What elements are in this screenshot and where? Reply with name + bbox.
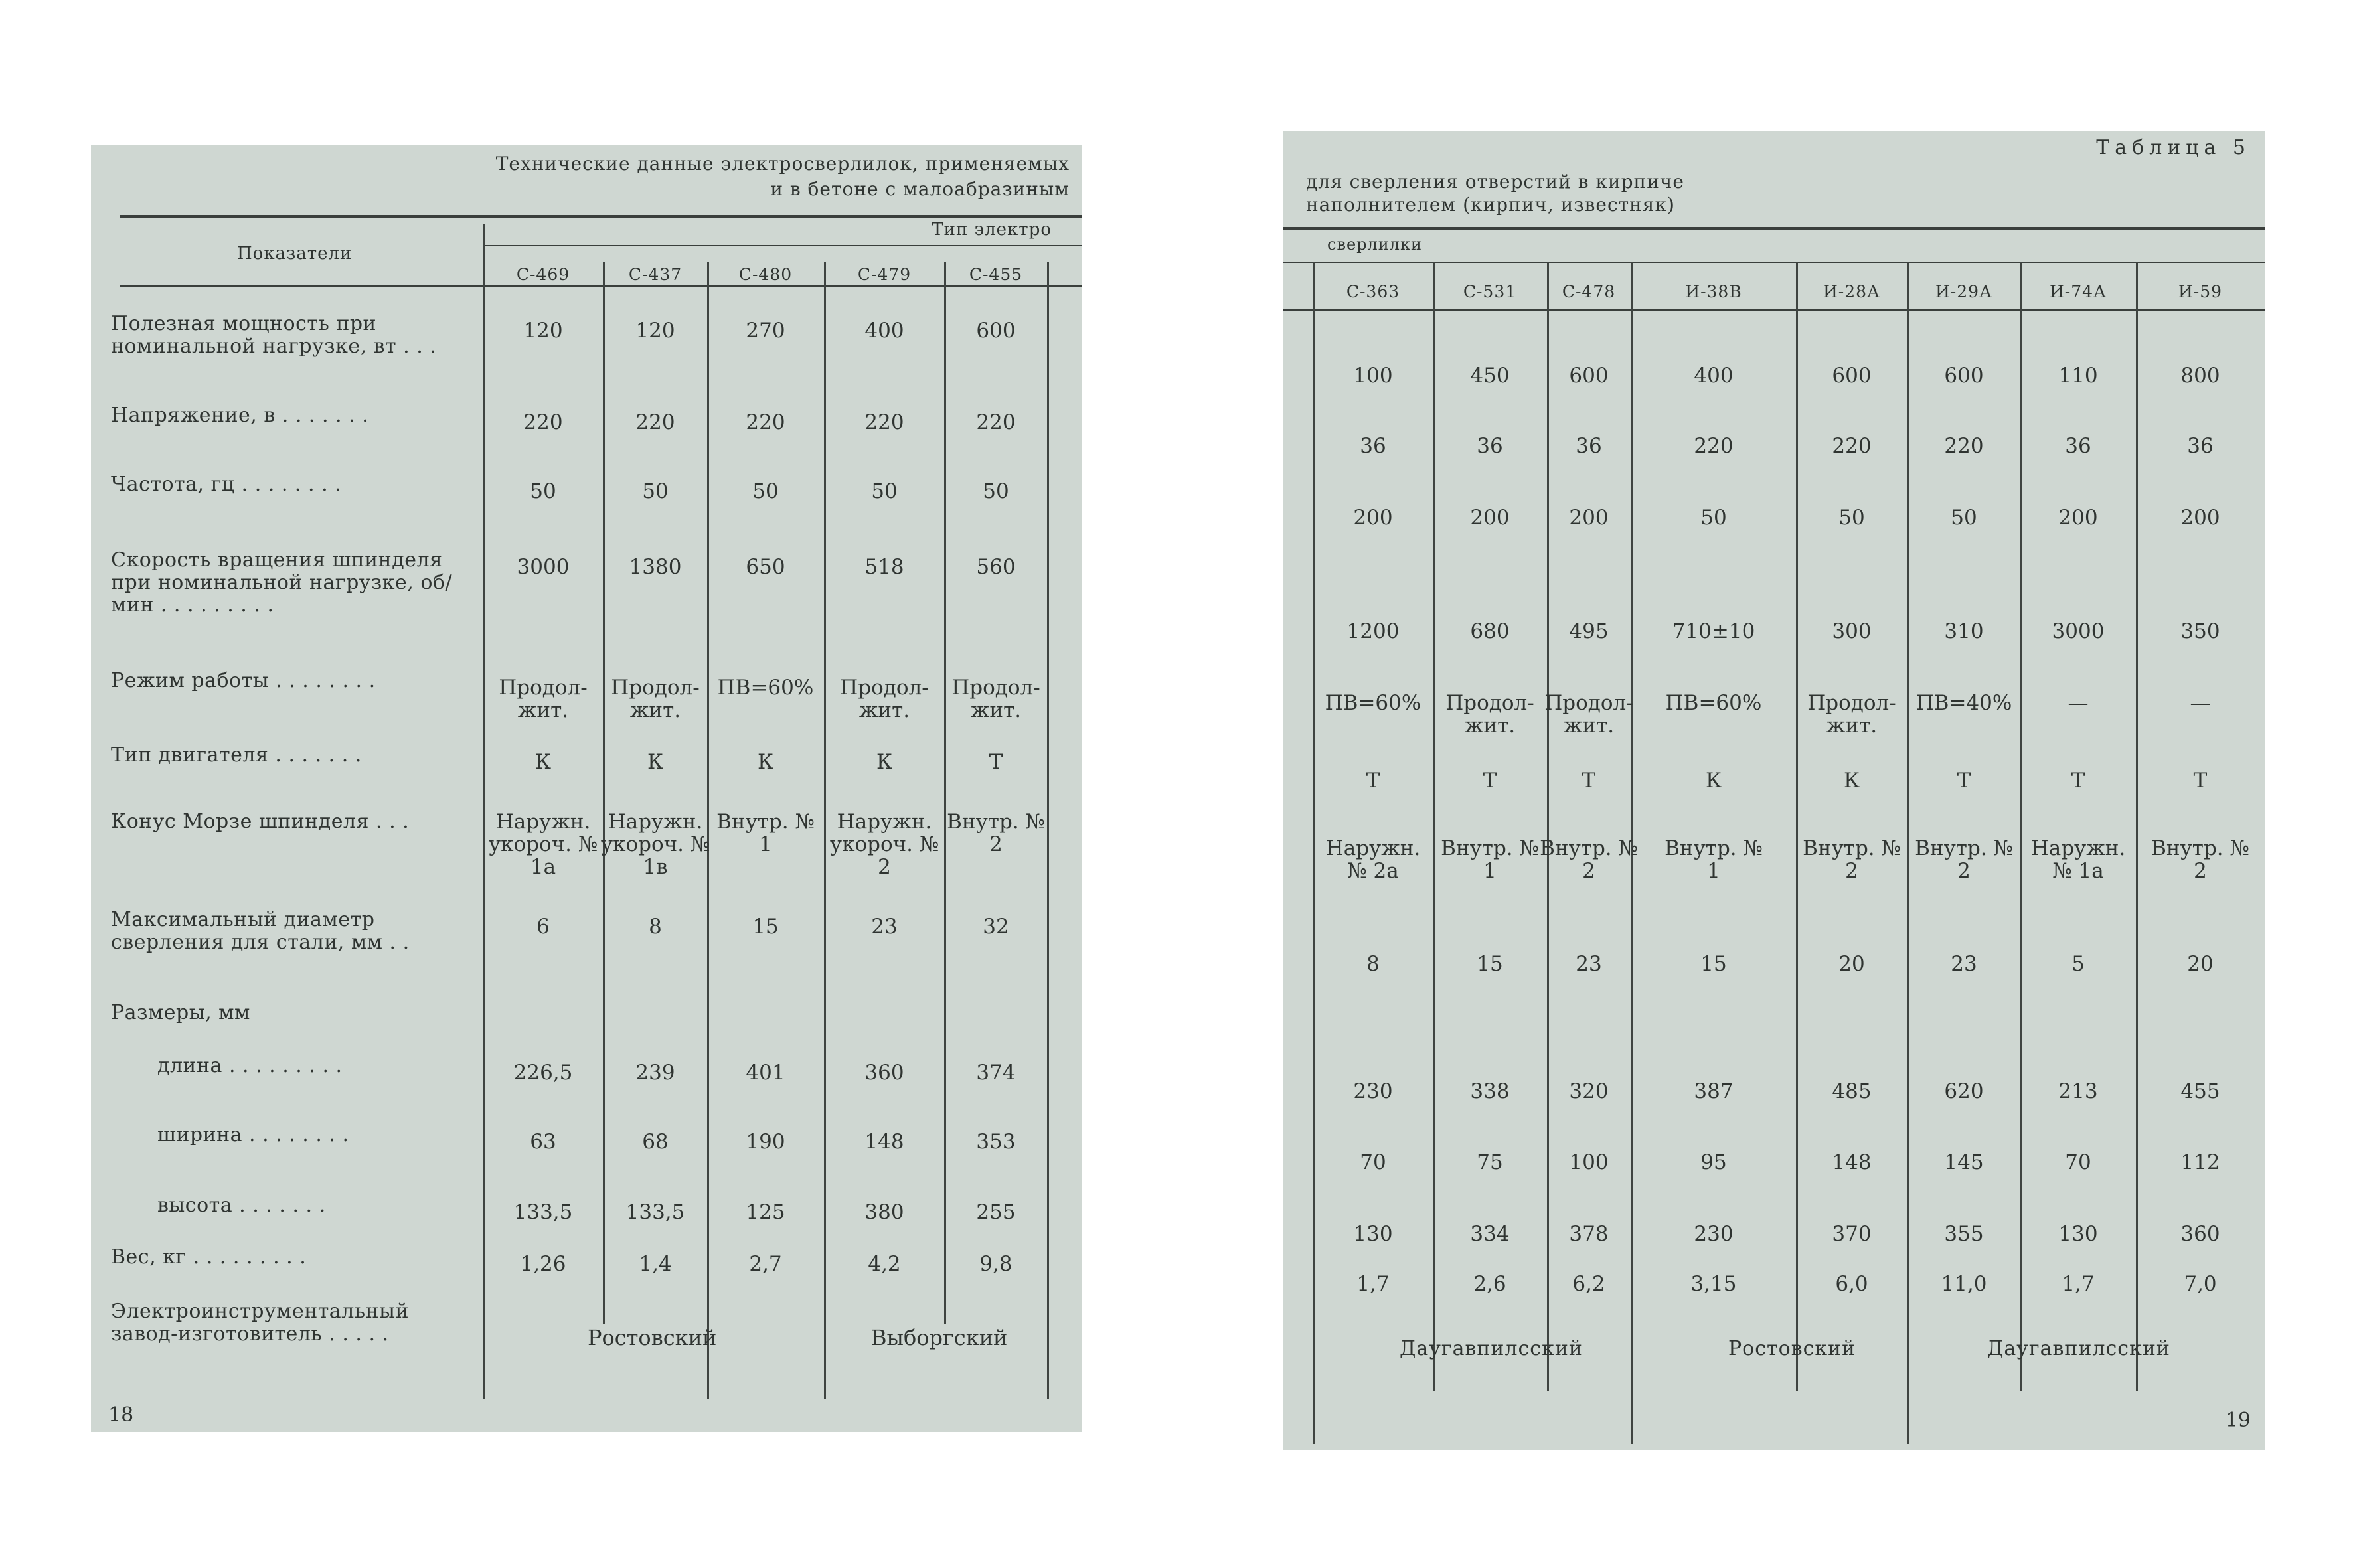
column-divider: [1313, 262, 1315, 1444]
header-bottom-rule: [120, 285, 1082, 287]
table-cell: Продол-жит.: [1807, 691, 1896, 738]
column-header: С-479: [857, 265, 912, 284]
table-cell: 20: [2187, 952, 2214, 976]
table-cell: 600: [1569, 364, 1609, 388]
type-header: сверлилки: [1327, 235, 1423, 254]
table-cell: 110: [2058, 364, 2098, 388]
table-cell: Т: [2071, 769, 2085, 793]
column-header: И-59: [2178, 282, 2223, 301]
table-cell: 518: [864, 555, 904, 579]
table-cell: 36: [1360, 434, 1386, 458]
table-cell: Продол-жит.: [840, 676, 929, 722]
left-page: [91, 145, 1082, 1432]
table-cell: 23: [1576, 952, 1602, 976]
table-cell: К: [758, 750, 773, 774]
manufacturer-daugavpils-2: Даугавпилсский: [1987, 1337, 2170, 1360]
table-cell: 36: [1477, 434, 1503, 458]
table-cell: 378: [1569, 1222, 1609, 1246]
table-cell: 220: [635, 410, 675, 434]
table-cell: 36: [1576, 434, 1602, 458]
table-cell: 1380: [629, 555, 682, 579]
type-header-rule: [1283, 262, 2265, 263]
table-cell: ПВ=60%: [717, 676, 814, 700]
row-label: ширина . . . . . . . .: [157, 1123, 349, 1146]
table-cell: 680: [1470, 619, 1510, 643]
table-cell: 36: [2065, 434, 2091, 458]
table-cell: 145: [1944, 1150, 1984, 1174]
table-cell: 374: [976, 1061, 1016, 1085]
table-cell: 230: [1353, 1079, 1393, 1103]
table-cell: Продол-жит.: [1445, 691, 1534, 738]
page-number: 18: [108, 1403, 134, 1427]
table-cell: 4,2: [868, 1252, 901, 1276]
table-cell: 270: [746, 319, 785, 343]
table-cell: Внутр. № 2: [2151, 836, 2249, 883]
table-cell: 560: [976, 555, 1016, 579]
table-cell: 23: [1951, 952, 1977, 976]
table-cell: Наружн. № 1а: [2030, 836, 2126, 883]
table-cell: 75: [1477, 1150, 1503, 1174]
table-cell: 220: [1944, 434, 1984, 458]
table-cell: 334: [1470, 1222, 1510, 1246]
table-cell: 130: [1353, 1222, 1393, 1246]
table-cell: 1,4: [639, 1252, 672, 1276]
table-cell: Наружн. укороч. № 1в: [600, 810, 710, 879]
table-cell: 400: [1694, 364, 1734, 388]
column-header: И-29А: [1935, 282, 1992, 301]
table-cell: 2,6: [1473, 1272, 1506, 1296]
table-cell: 125: [746, 1200, 785, 1224]
table-cell: К: [535, 750, 551, 774]
table-title-line-1: Технические данные электросверлилок, применяемых: [495, 153, 1070, 175]
table-cell: 8: [649, 915, 662, 939]
table-cell: 50: [752, 479, 779, 503]
table-cell: ПВ=60%: [1325, 691, 1421, 715]
header-bottom-rule: [1283, 309, 2265, 311]
column-header: С-469: [516, 265, 570, 284]
table-cell: 50: [1951, 506, 1977, 530]
table-cell: К: [876, 750, 892, 774]
table-cell: 50: [1838, 506, 1865, 530]
top-rule: [120, 215, 1082, 218]
table-cell: 15: [1700, 952, 1727, 976]
table-cell: 6,2: [1572, 1272, 1605, 1296]
table-cell: 338: [1470, 1079, 1510, 1103]
table-cell: 360: [2180, 1222, 2220, 1246]
table-cell: 220: [746, 410, 785, 434]
column-header: С-480: [738, 265, 793, 284]
table-cell: 455: [2180, 1079, 2220, 1103]
table-cell: 401: [746, 1061, 785, 1085]
table-cell: 1,26: [520, 1252, 566, 1276]
table-cell: 5: [2071, 952, 2085, 976]
table-cell: Т: [2193, 769, 2208, 793]
table-cell: 450: [1470, 364, 1510, 388]
row-label: Размеры, мм: [111, 1001, 250, 1024]
column-header: С-363: [1346, 282, 1400, 301]
manufacturer-rostov: Ростовский: [588, 1325, 717, 1350]
table-cell: Продол-жит.: [499, 676, 588, 722]
row-label: длина . . . . . . . . .: [157, 1054, 343, 1077]
table-cell: 200: [1470, 506, 1510, 530]
table-cell: 15: [1477, 952, 1503, 976]
table-cell: 3000: [517, 555, 570, 579]
table-cell: 230: [1694, 1222, 1734, 1246]
table-cell: 50: [530, 479, 556, 503]
table-cell: Внутр. № 2: [947, 810, 1045, 856]
column-header: С-531: [1463, 282, 1517, 301]
column-divider: [1547, 262, 1549, 1391]
table-number-label: Таблица 5: [2096, 136, 2251, 159]
column-divider: [1433, 262, 1435, 1391]
table-cell: 220: [864, 410, 904, 434]
table-cell: 350: [2180, 619, 2220, 643]
table-cell: 200: [2180, 506, 2220, 530]
table-title-line-2: и в бетоне с малоабразиным: [770, 178, 1070, 200]
manufacturer-vyborg: Выборгский: [871, 1325, 1008, 1350]
column-header: С-478: [1562, 282, 1616, 301]
table-cell: 495: [1569, 619, 1609, 643]
table-cell: 710±10: [1672, 619, 1755, 643]
table-title-line-2: наполнителем (кирпич, известняк): [1306, 194, 1675, 216]
table-title-line-1: для сверления отверстий в кирпиче: [1306, 171, 1684, 193]
table-cell: 220: [523, 410, 563, 434]
row-label: Частота, гц . . . . . . . .: [111, 473, 342, 496]
table-cell: Продол-жит.: [1544, 691, 1633, 738]
table-cell: —: [2068, 691, 2089, 715]
table-cell: 15: [752, 915, 779, 939]
table-cell: 120: [635, 319, 675, 343]
table-cell: 320: [1569, 1079, 1609, 1103]
table-cell: 50: [983, 479, 1009, 503]
table-cell: Внутр. № 1: [716, 810, 815, 856]
table-cell: 600: [1832, 364, 1872, 388]
top-rule: [1283, 227, 2265, 230]
table-cell: Внутр. № 1: [1441, 836, 1539, 883]
table-cell: 70: [2065, 1150, 2091, 1174]
column-header: И-28А: [1823, 282, 1880, 301]
table-cell: 600: [976, 319, 1016, 343]
table-cell: 36: [2187, 434, 2214, 458]
table-cell: Наружн. укороч. № 2: [829, 810, 939, 879]
table-cell: К: [1844, 769, 1860, 793]
table-cell: 1,7: [2062, 1272, 2095, 1296]
table-cell: 11,0: [1941, 1272, 1987, 1296]
row-label: Напряжение, в . . . . . . .: [111, 404, 369, 427]
row-label: Скорость вращения шпинделя при номинальной нагрузке, об/мин . . . . . . . . .: [111, 548, 453, 617]
page-number: 19: [2225, 1409, 2251, 1432]
table-cell: —: [2190, 691, 2211, 715]
table-cell: 133,5: [625, 1200, 685, 1224]
table-cell: Наружн. № 2а: [1325, 836, 1421, 883]
table-cell: ПВ=60%: [1665, 691, 1762, 715]
header-label: Показатели: [237, 244, 353, 264]
table-cell: 3000: [2052, 619, 2105, 643]
table-cell: 50: [642, 479, 669, 503]
table-cell: 380: [864, 1200, 904, 1224]
table-cell: 32: [983, 915, 1009, 939]
table-cell: 63: [530, 1130, 556, 1154]
table-cell: 220: [1694, 434, 1734, 458]
table-cell: 50: [1700, 506, 1727, 530]
table-cell: Продол-жит.: [951, 676, 1040, 722]
table-cell: Продол-жит.: [611, 676, 700, 722]
table-cell: 50: [871, 479, 898, 503]
column-divider: [2136, 262, 2138, 1391]
table-cell: 133,5: [513, 1200, 573, 1224]
table-cell: 200: [1569, 506, 1609, 530]
table-cell: 6,0: [1835, 1272, 1868, 1296]
table-cell: 130: [2058, 1222, 2098, 1246]
table-cell: 95: [1700, 1150, 1727, 1174]
table-cell: 7,0: [2184, 1272, 2217, 1296]
table-cell: Т: [1582, 769, 1596, 793]
row-label: Режим работы . . . . . . . .: [111, 669, 376, 692]
table-cell: Внутр. № 1: [1664, 836, 1763, 883]
table-cell: 70: [1360, 1150, 1386, 1174]
table-cell: Внутр. № 2: [1915, 836, 2013, 883]
table-cell: 120: [523, 319, 563, 343]
table-cell: 353: [976, 1130, 1016, 1154]
row-label: Конус Морзе шпинделя . . .: [111, 810, 410, 833]
table-cell: 6: [536, 915, 550, 939]
column-header: С-455: [969, 265, 1023, 284]
table-cell: 148: [864, 1130, 904, 1154]
table-cell: 8: [1366, 952, 1380, 976]
table-cell: Внутр. № 2: [1540, 836, 1638, 883]
table-cell: 220: [1832, 434, 1872, 458]
table-cell: 387: [1694, 1079, 1734, 1103]
column-divider: [2020, 262, 2022, 1391]
table-cell: 112: [2180, 1150, 2220, 1174]
table-cell: Т: [1366, 769, 1380, 793]
table-cell: Т: [1957, 769, 1971, 793]
table-cell: Наружн. укороч. № 1а: [488, 810, 598, 879]
table-cell: 800: [2180, 364, 2220, 388]
table-cell: 2,7: [749, 1252, 782, 1276]
table-cell: 226,5: [513, 1061, 573, 1085]
table-cell: Т: [989, 750, 1003, 774]
table-cell: 200: [1353, 506, 1393, 530]
table-cell: Внутр. № 2: [1803, 836, 1901, 883]
table-cell: 485: [1832, 1079, 1872, 1103]
table-cell: 310: [1944, 619, 1984, 643]
manufacturer-daugavpils-1: Даугавпилсский: [1400, 1337, 1583, 1360]
table-cell: 23: [871, 915, 898, 939]
table-cell: 220: [976, 410, 1016, 434]
column-divider: [1796, 262, 1798, 1391]
row-label: Полезная мощность при номинальной нагрузке, вт . . .: [111, 312, 437, 358]
table-cell: 400: [864, 319, 904, 343]
table-cell: 68: [642, 1130, 669, 1154]
right-page: [1283, 131, 2265, 1450]
table-cell: 239: [635, 1061, 675, 1085]
manufacturer-rostov: Ростовский: [1728, 1337, 1856, 1360]
table-cell: 190: [746, 1130, 785, 1154]
type-header-rule: [484, 245, 1082, 246]
table-cell: 9,8: [979, 1252, 1013, 1276]
column-header: И-38В: [1685, 282, 1742, 301]
row-label: высота . . . . . . .: [157, 1194, 326, 1217]
column-header: И-74А: [2050, 282, 2107, 301]
row-label: Электроинструментальный завод-изготовитель . . . . .: [111, 1300, 409, 1346]
table-cell: 600: [1944, 364, 1984, 388]
column-header: С-437: [628, 265, 683, 284]
table-cell: 213: [2058, 1079, 2098, 1103]
table-cell: 1200: [1346, 619, 1400, 643]
table-cell: ПВ=40%: [1915, 691, 2012, 715]
table-cell: 255: [976, 1200, 1016, 1224]
type-header: Тип электро: [932, 220, 1052, 240]
table-cell: 300: [1832, 619, 1872, 643]
table-cell: 100: [1569, 1150, 1609, 1174]
table-cell: К: [1706, 769, 1722, 793]
row-label: Вес, кг . . . . . . . . .: [111, 1245, 307, 1269]
table-cell: 1,7: [1356, 1272, 1390, 1296]
table-cell: 20: [1838, 952, 1865, 976]
table-cell: 200: [2058, 506, 2098, 530]
table-cell: 360: [864, 1061, 904, 1085]
row-label: Максимальный диаметр сверления для стали, мм . .: [111, 908, 410, 954]
table-cell: 3,15: [1690, 1272, 1737, 1296]
row-label: Тип двигателя . . . . . . .: [111, 744, 362, 767]
table-cell: 620: [1944, 1079, 1984, 1103]
table-cell: 355: [1944, 1222, 1984, 1246]
table-cell: 100: [1353, 364, 1393, 388]
table-cell: 370: [1832, 1222, 1872, 1246]
table-cell: К: [647, 750, 663, 774]
table-cell: Т: [1483, 769, 1497, 793]
table-cell: 650: [746, 555, 785, 579]
table-cell: 148: [1832, 1150, 1872, 1174]
